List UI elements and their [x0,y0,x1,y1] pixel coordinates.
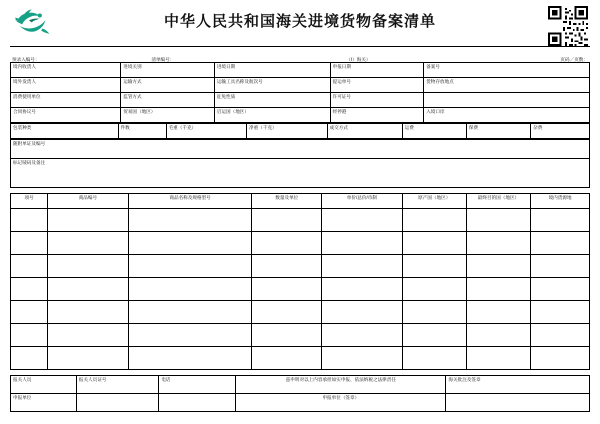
field-insurance[interactable]: 保费 [466,124,530,139]
cell-goods-name[interactable] [128,324,252,347]
field-declarant-id[interactable]: 报关人员证号 [76,376,158,394]
cell-quantity[interactable] [252,301,322,324]
table-row [11,140,590,159]
field-piece-count[interactable]: 件数 [118,124,166,139]
col-goods-name-spec: 商品名称及规格型号 [128,194,252,209]
field-license-no[interactable]: 许可证号 [330,93,424,108]
cell-hs-code[interactable] [48,347,128,370]
field-trade-country[interactable]: 贸易国（地区） [121,108,215,123]
field-declaring-unit-seal[interactable]: 申报单位（签章） [236,394,446,412]
cell-goods-name[interactable] [128,347,252,370]
field-bill-no[interactable]: 提运单号 [330,78,424,93]
cell-hs-code[interactable] [48,255,128,278]
goods-table [10,193,590,370]
field-declaring-unit[interactable]: 申报单位 [11,394,77,412]
top-info-row [10,50,590,62]
table-row [11,78,590,93]
cell-quantity[interactable] [252,255,322,278]
col-hs-code: 商品编号 [48,194,128,209]
packing-table [10,123,590,139]
field-attached-documents[interactable]: 随附单证及编号 [11,140,590,159]
col-destination-country: 最终目的国（地区） [466,194,530,209]
cell-destination[interactable] [466,324,530,347]
goods-header-row [11,194,590,209]
header-divider [10,46,590,47]
cell-hs-code[interactable] [48,278,128,301]
cell-quantity[interactable] [252,324,322,347]
field-freight[interactable]: 运费 [402,124,466,139]
field-domestic-consignee[interactable]: 境内收货人 [11,63,121,78]
cell-goods-name[interactable] [128,278,252,301]
cell-goods-name[interactable] [128,232,252,255]
cell-item-no[interactable] [11,324,48,347]
field-record-no[interactable]: 备案号 [424,63,590,78]
field-vessel-voyage[interactable]: 运输工具名称及航次号 [214,78,330,93]
field-contract-no[interactable]: 合同协议号 [11,108,121,123]
cell-origin[interactable] [402,301,466,324]
main-info-table [10,62,590,123]
cell-destination[interactable] [466,232,530,255]
cell-price[interactable] [322,209,402,232]
cell-source[interactable] [531,301,590,324]
table-row [11,108,590,123]
cell-goods-name[interactable] [128,209,252,232]
field-package-type[interactable]: 包装种类 [11,124,119,139]
cell-hs-code[interactable] [48,232,128,255]
table-row [11,376,590,394]
col-quantity-unit: 数量及单位 [252,194,322,209]
table-row[interactable] [11,209,590,232]
cell-item-no[interactable] [11,347,48,370]
table-row [11,93,590,108]
field-declare-date[interactable]: 申报日期 [330,63,424,78]
page-count-label: 页码／页数： [560,56,588,62]
field-overseas-consignor[interactable]: 境外发货人 [11,78,121,93]
field-supervision-mode[interactable]: 监管方式 [121,93,215,108]
field-gross-weight[interactable]: 毛重（千克） [166,124,246,139]
cell-destination[interactable] [466,278,530,301]
cell-source[interactable] [531,324,590,347]
cell-origin[interactable] [402,347,466,370]
col-price-currency: 单价/总价/币制 [322,194,402,209]
field-phone[interactable]: 电话 [159,376,236,394]
cell-destination[interactable] [466,209,530,232]
cell-origin[interactable] [402,324,466,347]
qr-code-icon [548,6,588,46]
cell-goods-name[interactable] [128,301,252,324]
footer-blank-1[interactable] [76,394,158,412]
table-row[interactable] [11,232,590,255]
table-row[interactable] [11,347,590,370]
cell-destination[interactable] [466,255,530,278]
cell-item-no[interactable] [11,301,48,324]
attachment-table [10,139,590,188]
cell-origin[interactable] [402,232,466,255]
footer-table [10,375,590,412]
col-origin-country: 原产国（地区） [402,194,466,209]
table-row [11,124,590,139]
cell-source[interactable] [531,232,590,255]
field-goods-location[interactable]: 货物存放地点 [424,78,590,93]
field-misc-charges[interactable]: 杂费 [531,124,590,139]
cell-price[interactable] [322,232,402,255]
page-title: 中华人民共和国海关进境货物备案清单 [163,12,436,30]
field-exemption-nature[interactable]: 征免性质 [214,93,330,108]
cell-quantity[interactable] [252,232,322,255]
cell-source[interactable] [531,278,590,301]
table-row[interactable] [11,324,590,347]
customs-label: （Ⅰ）海关） [346,56,371,62]
field-transport-mode[interactable]: 运输方式 [121,78,215,93]
cell-quantity[interactable] [252,278,322,301]
cell-hs-code[interactable] [48,324,128,347]
cell-destination[interactable] [466,347,530,370]
cell-item-no[interactable] [11,232,48,255]
cell-price[interactable] [322,301,402,324]
cell-destination[interactable] [466,301,530,324]
field-customs-endorsement[interactable]: 海关批注及签章 [446,376,590,394]
cell-quantity[interactable] [252,347,322,370]
cell-price[interactable] [322,255,402,278]
cell-origin[interactable] [402,255,466,278]
cell-price[interactable] [322,278,402,301]
table-row[interactable] [11,301,590,324]
field-transit-port[interactable]: 经停港 [330,108,424,123]
table-row [11,394,590,412]
declaration-statement: 兹申明对以上内容承担如实申报、依法纳税之法律责任 [236,376,446,394]
field-blank-1[interactable] [424,93,590,108]
table-row [11,159,590,188]
footer-blank-3[interactable] [446,394,590,412]
cell-origin[interactable] [402,209,466,232]
field-entry-customs[interactable]: 进境关别 [121,63,215,78]
field-consumer-unit[interactable]: 消费使用单位 [11,93,121,108]
field-entry-date[interactable]: 进境日期 [214,63,330,78]
table-row[interactable] [11,278,590,301]
table-row[interactable] [11,255,590,278]
field-trade-terms[interactable]: 成交方式 [327,124,402,139]
cell-origin[interactable] [402,278,466,301]
list-no-label: 清单编号： [151,56,175,62]
cell-hs-code[interactable] [48,209,128,232]
cell-source[interactable] [531,209,590,232]
cell-hs-code[interactable] [48,301,128,324]
document-header [10,6,590,50]
cell-item-no[interactable] [11,255,48,278]
col-item-no: 项号 [11,194,48,209]
table-row [11,63,590,78]
cell-item-no[interactable] [11,278,48,301]
pre-entry-no-label: 预录入编号： [12,56,40,62]
cell-quantity[interactable] [252,209,322,232]
col-domestic-source: 境内货源地 [531,194,590,209]
cell-source[interactable] [531,255,590,278]
cell-goods-name[interactable] [128,255,252,278]
field-marks-remarks[interactable]: 标记唛码及备注 [11,159,590,188]
field-net-weight[interactable]: 净重（千克） [247,124,327,139]
field-departure-country[interactable]: 启运国（地区） [214,108,330,123]
cell-item-no[interactable] [11,209,48,232]
cell-source[interactable] [531,347,590,370]
footer-blank-2[interactable] [159,394,236,412]
cell-price[interactable] [322,347,402,370]
field-entry-port[interactable]: 入境口岸 [424,108,590,123]
cell-price[interactable] [322,324,402,347]
field-declarant[interactable]: 报关人员 [11,376,77,394]
